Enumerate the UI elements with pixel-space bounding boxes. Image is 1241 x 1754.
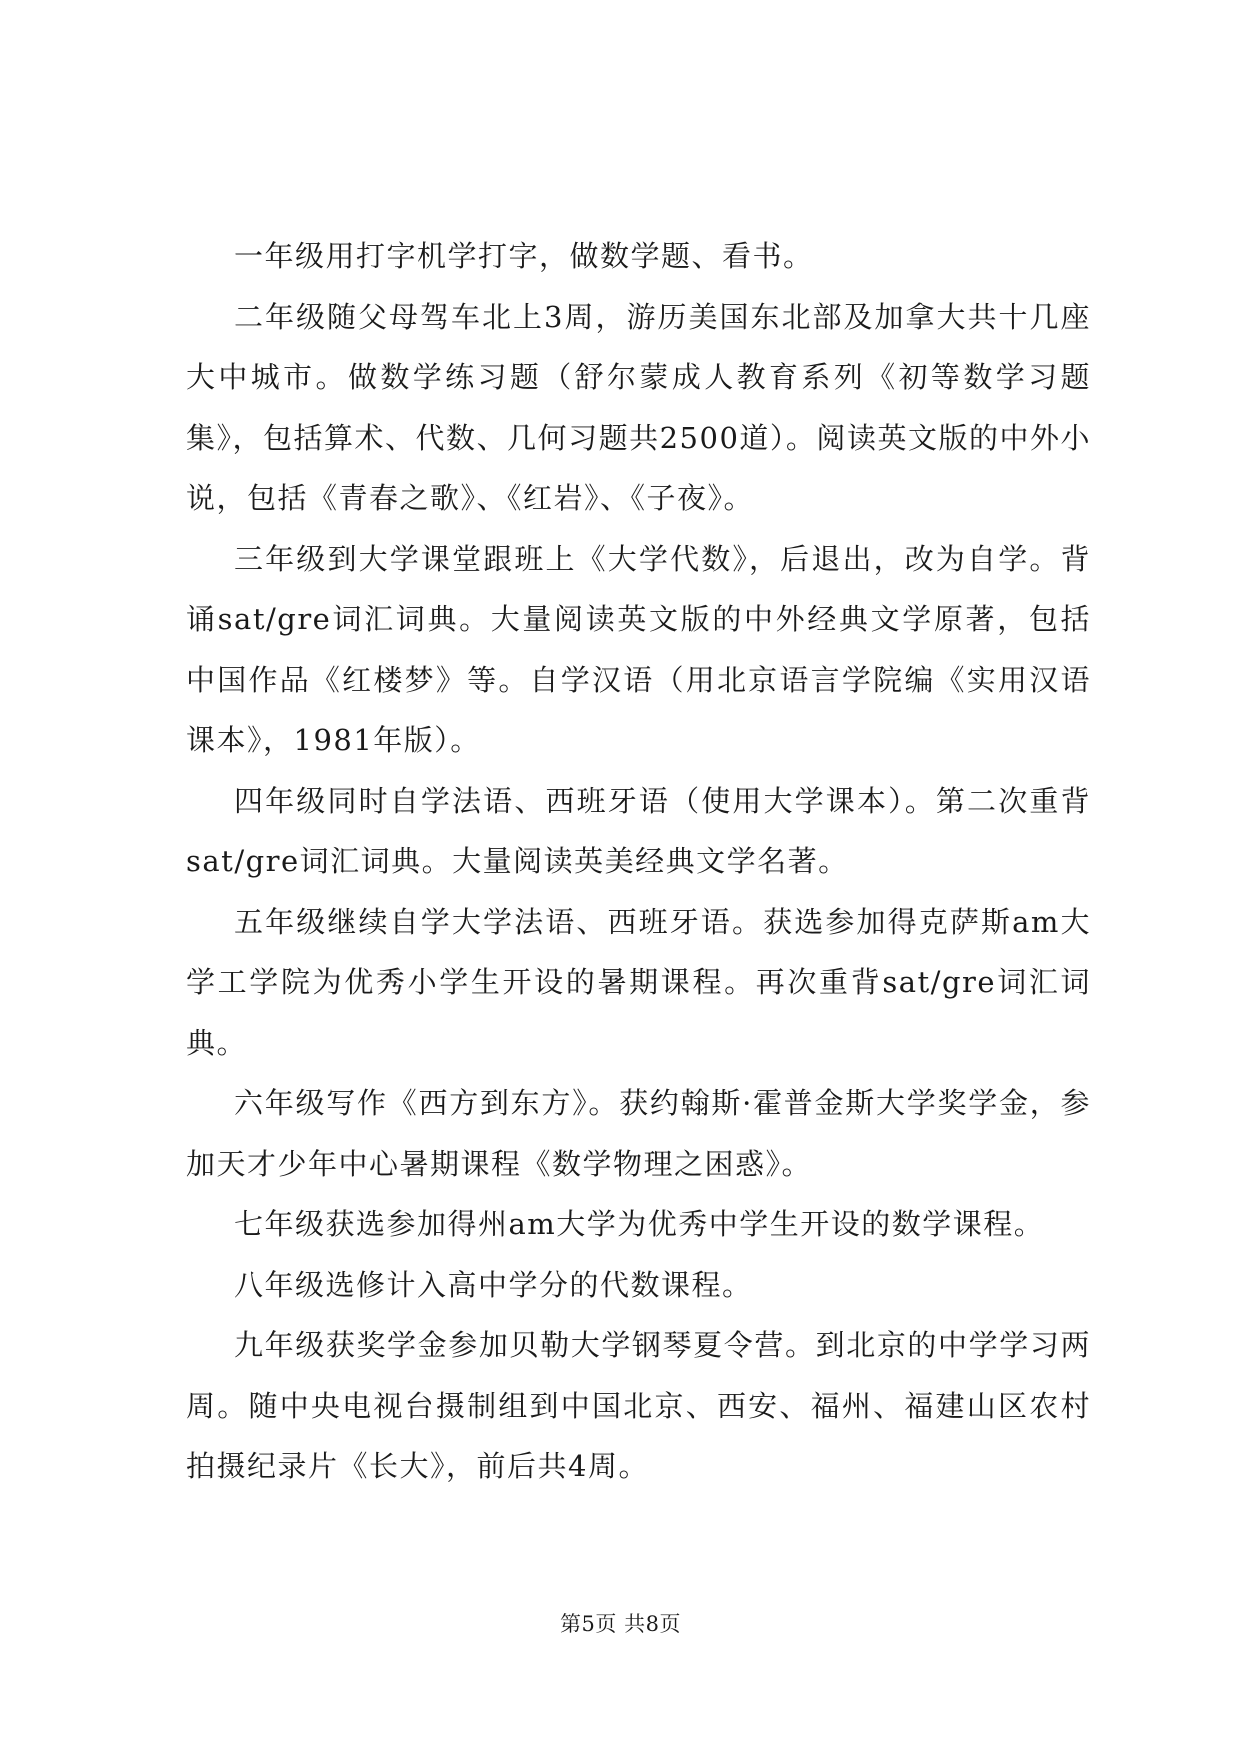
paragraph-grade-3: 三年级到大学课堂跟班上《大学代数》，后退出，改为自学。背诵sat/gre词汇词典。大量阅读英文版的中外经典文学原著，包括中国作品《红楼梦》等。自学汉语（用北京语言学院编《实用汉语课本》，1981年版）。 [186, 541, 1091, 757]
paragraph-grade-9: 九年级获奖学金参加贝勒大学钢琴夏令营。到北京的中学学习两周。随中央电视台摄制组到中国北京、西安、福州、福建山区农村拍摄纪录片《长大》，前后共4周。 [186, 1328, 1091, 1483]
paragraph-grade-2: 二年级随父母驾车北上3周，游历美国东北部及加拿大共十几座大中城市。做数学练习题（舒尔蒙成人教育系列《初等数学习题集》，包括算术、代数、几何习题共2500道）。阅读英文版的中外小说，包括《青春之歌》、《红岩》、《子夜》。 [186, 299, 1091, 515]
document-body [186, 226, 1091, 1497]
page-number-footer: 第5页 共8页 [560, 1612, 681, 1636]
paragraph-grade-1: 一年级用打字机学打字，做数学题、看书。 [234, 239, 814, 273]
paragraph-grade-6: 六年级写作《西方到东方》。获约翰斯·霍普金斯大学奖学金，参加天才少年中心暑期课程《数学物理之困惑》。 [186, 1086, 1091, 1181]
paragraph-grade-4: 四年级同时自学法语、西班牙语（使用大学课本）。第二次重背sat/gre词汇词典。大量阅读英美经典文学名著。 [186, 783, 1091, 878]
paragraph-grade-8: 八年级选修计入高中学分的代数课程。 [234, 1267, 753, 1302]
paragraph-grade-7: 七年级获选参加得州am大学为优秀中学生开设的数学课程。 [234, 1207, 1045, 1241]
paragraph-grade-5: 五年级继续自学大学法语、西班牙语。获选参加得克萨斯am大学工学院为优秀小学生开设的暑期课程。再次重背sat/gre词汇词典。 [186, 904, 1091, 1060]
